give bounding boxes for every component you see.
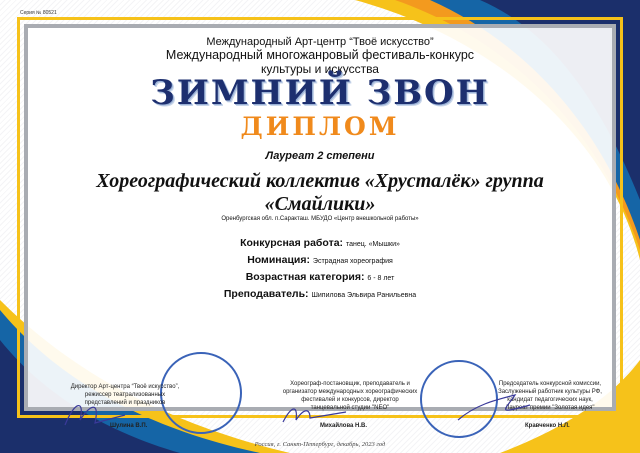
signature-scribble-1 [60,395,130,430]
festival-name: ЗИМНИЙ ЗВОН [150,73,490,113]
organization: Оренбургская обл. п.Саракташ. МБУДО «Центр внешкольной работы» [221,216,419,222]
signature-scribble-3 [455,390,535,425]
header-line-1: Международный Арт-центр “Твоё искусство” [206,36,434,48]
signature-2-name: Михайлова Н.В. [320,423,368,429]
header-line-3: культуры и искусства [261,62,379,76]
award-level: Лауреат 2 степени [265,150,375,162]
field-work: Конкурсная работа: танец. «Мышки» [240,237,400,249]
participant-name [0,170,640,216]
signature-scribble-2 [280,400,350,425]
field-nomination: Номинация: Эстрадная хореография [247,254,393,266]
participant-line-2: «Смайлики» [264,193,376,215]
signature-1-title: Директор Арт-центра “Твоё искусство”, режиссер театрализованных представлений и праздников [70,384,180,406]
signature-3-name: Кравченко Н.Л. [525,423,570,429]
signature-1-name: Шулина В.П. [110,423,148,429]
field-teacher: Преподаватель: Шипилова Эльвира Ранильевна [223,288,417,300]
footer-location-date: Россия, г. Санкт-Петербург, декабрь, 2023 год [254,441,386,448]
header-line-2: Международный многожанровый фестиваль-конкурс [165,48,475,62]
field-age: Возрастная категория: 6 - 8 лет [245,271,395,283]
participant-line-1: Хореографический коллектив «Хрусталёк» группа [96,170,544,192]
document-type: ДИПЛОМ [240,112,400,141]
signature-3-title: Председатель конкурсной комиссии, Заслуженный работник культуры РФ, кандидат педагогических наук, Лауреат премии "Золотая идея" [498,381,602,411]
signature-2-title: Хореограф-постановщик, преподаватель и организатор международных хореографических фестивалей и конкурсов, директор танцевальной студии "NEO" [282,381,418,411]
serial-number: Серия № 80521 [20,10,57,16]
